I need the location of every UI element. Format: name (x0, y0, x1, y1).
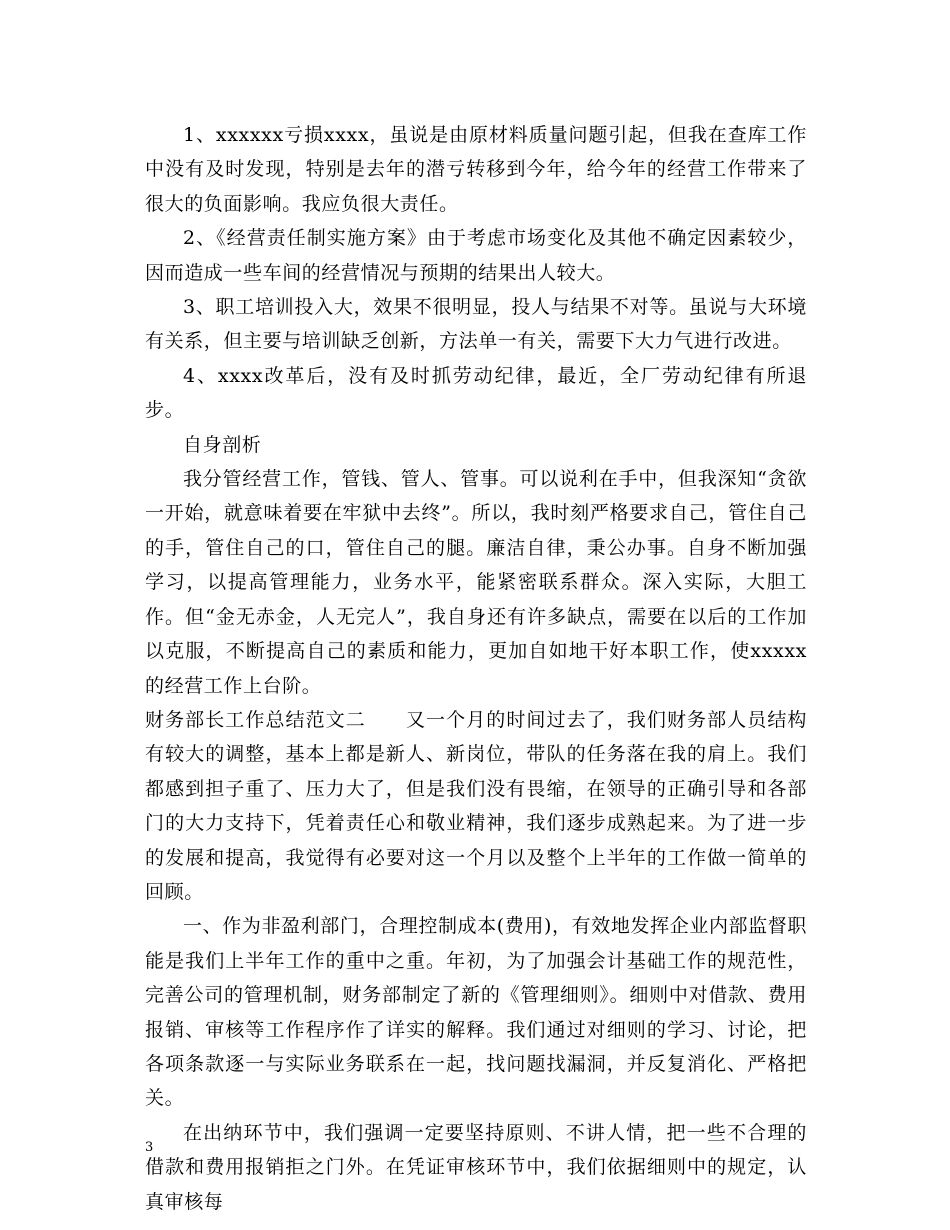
document-body (145, 118, 807, 1219)
paragraph-summary-two: 财务部长工作总结范文二 又一个月的时间过去了，我们财务部人员结构有较大的调整，基本上都是新人、新岗位，带队的任务落在我的肩上。我们都感到担子重了、压力大了，但是我们没有畏缩，在领导的正确引导和各部门的大力支持下，凭着责任心和敬业精神，我们逐步成熟起来。为了进一步的发展和提高，我觉得有必要对这一个月以及整个上半年的工作做一简单的回顾。 (145, 708, 807, 903)
section-heading-self-analysis: 自身剖析 (183, 433, 262, 456)
paragraph-cashier: 在出纳环节中，我们强调一定要坚持原则、不讲人情，把一些不合理的借款和费用报销拒之门外。在凭证审核环节中，我们依据细则中的规定，认真审核每 (145, 1121, 807, 1213)
page-number: 3 (145, 1140, 154, 1155)
paragraph-cost-control: 一、作为非盈利部门，合理控制成本(费用)，有效地发挥企业内部监督职能是我们上半年工作的重中之重。年初，为了加强会计基础工作的规范性，完善公司的管理机制，财务部制定了新的《管理细则》。细则中对借款、费用报销、审核等工作程序作了详实的解释。我们通过对细则的学习、讨论，把各项条款逐一与实际业务联系在一起，找问题找漏洞，并反复消化、严格把关。 (145, 915, 807, 1110)
paragraph-self-analysis: 我分管经营工作，管钱、管人、管事。可以说利在手中，但我深知“贪欲一开始，就意味着要在牢狱中去终”。所以，我时刻严格要求自己，管住自己的手，管住自己的口，管住自己的腿。廉洁自律，秉公办事。自身不断加强学习，以提高管理能力，业务水平，能紧密联系群众。深入实际，大胆工作。但“金无赤金，人无完人”，我自身还有许多缺点，需要在以后的工作加以克服，不断提高自己的素质和能力，更加自如地干好本职工作，使xxxxx的经营工作上台阶。 (145, 468, 807, 697)
paragraph-4: 4、xxxx改革后，没有及时抓劳动纪律，最近，全厂劳动纪律有所退步。 (145, 364, 807, 422)
paragraph-1: 1、xxxxxx亏损xxxx，虽说是由原材料质量问题引起，但我在查库工作中没有及时发现，特别是去年的潜亏转移到今年，给今年的经营工作带来了很大的负面影响。我应负很大责任。 (145, 124, 807, 215)
paragraph-2: 2、《经营责任制实施方案》由于考虑市场变化及其他不确定因素较少，因而造成一些车间的经营情况与预期的结果出人较大。 (145, 227, 807, 284)
paragraph-3: 3、职工培训投入大，效果不很明显，投人与结果不对等。虽说与大环境有关系，但主要与培训缺乏创新，方法单一有关，需要下大力气进行改进。 (145, 296, 807, 353)
